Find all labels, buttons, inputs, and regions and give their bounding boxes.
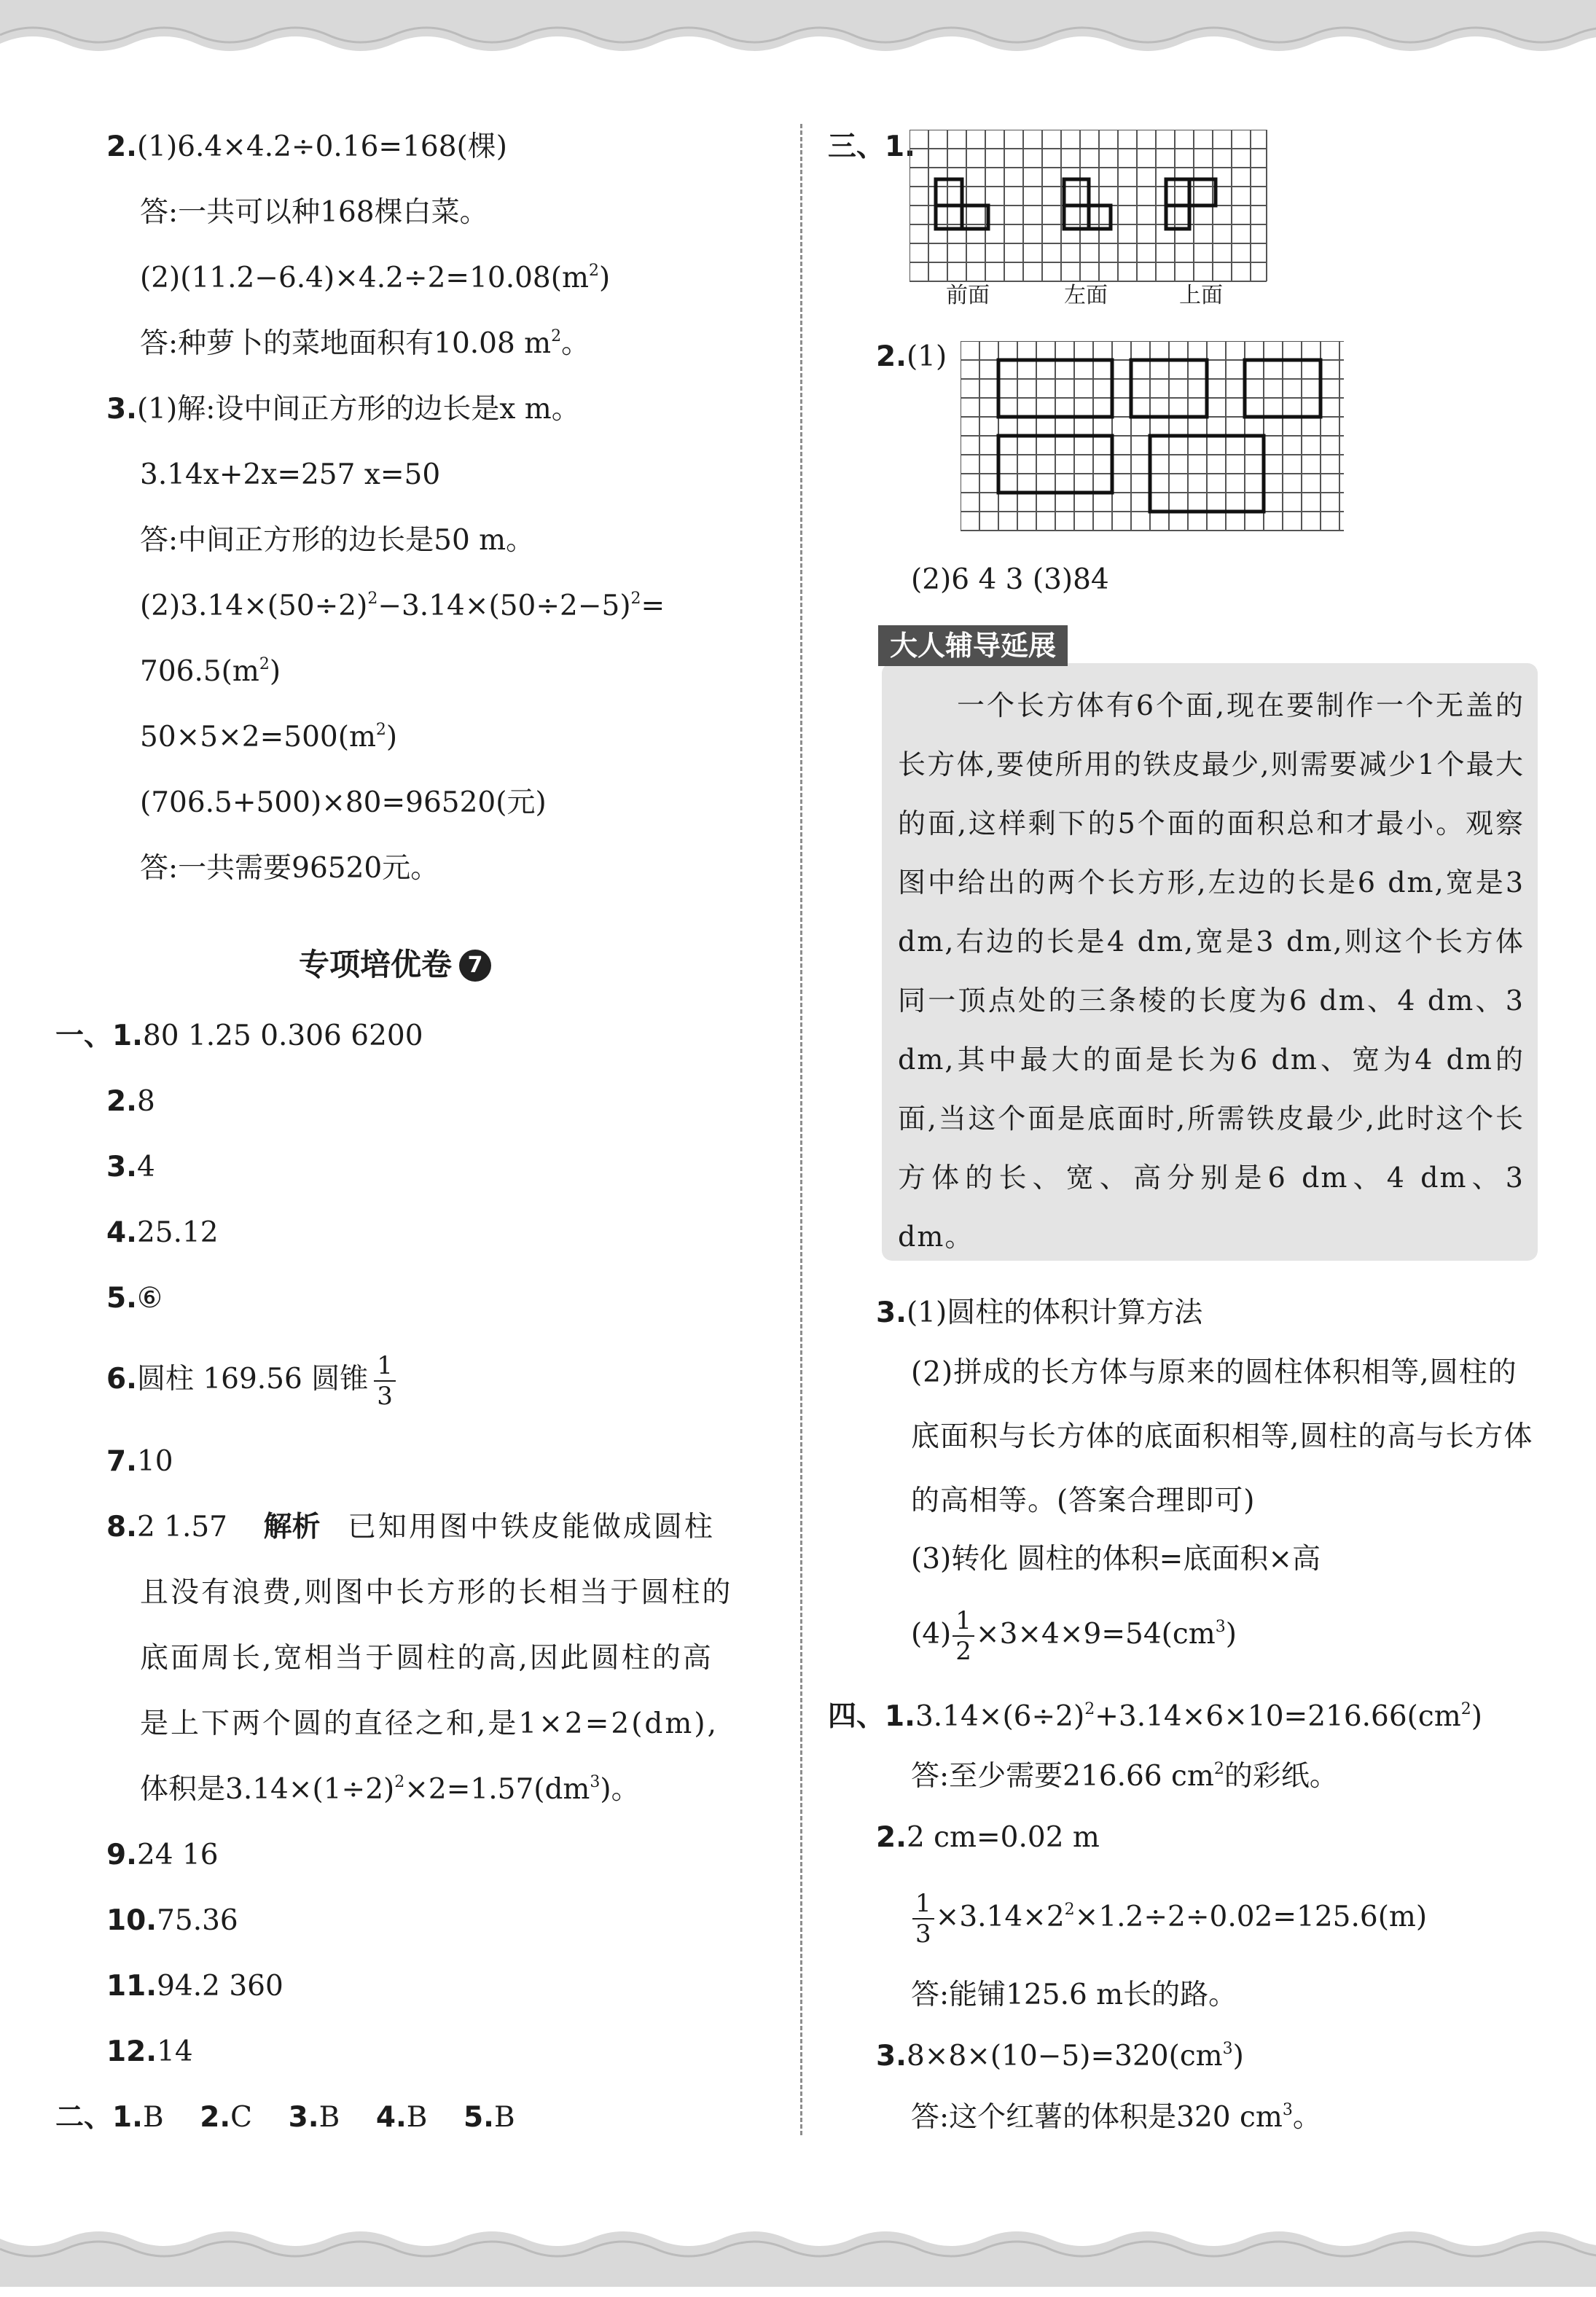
q3-4: (4) $\frac{1}{2}$ $\times 3\times 4\times 9=54(cm^3)$: [911, 1606, 1237, 1666]
three-views-grid: [910, 130, 1272, 284]
part1-q10: 10.75.36: [106, 1904, 238, 1937]
q3-1: 3.(1)圆柱的体积计算方法: [876, 1296, 1203, 1329]
q3-2-line: $(2)3.14\times(50\div 2)^2-3.14\times(50\div 2-5)^2=$: [140, 590, 665, 622]
q3-2: (2)拼成的长方体与原来的圆柱体积相等,圆柱的底面积与长方体的底面积相等,圆柱的高与长方体的高相等。(答案合理即可): [911, 1356, 1533, 1517]
q3-2-answer: 答:一共需要96520元。: [140, 852, 439, 885]
part1-q1: 一、1.80 1.25 0.306 6200: [55, 1020, 423, 1052]
fraction-one-third-b: $\frac{1}{3}$: [912, 1889, 934, 1949]
part4-q3-answer: 答:这个红薯的体积是320 $cm^3$。: [911, 2101, 1321, 2134]
q3-1-line: 3.(1)解:设中间正方形的边长是x m。: [106, 393, 580, 426]
q2-label: 2.(1): [876, 340, 947, 373]
q8-analysis-line3: 底面周长,宽相当于圆柱的高,因此圆柱的高: [140, 1642, 713, 1675]
part4-q3: $3.8\times 8\times(10-5)=320(cm^3)$: [876, 2040, 1244, 2073]
part1-q7: 7.10: [106, 1445, 173, 1478]
part1-q11: 11.94.2 360: [106, 1970, 283, 2003]
q2-2-answer: 答:种萝卜的菜地面积有10.08 $m^2$。: [140, 327, 590, 360]
part1-q6: 6.圆柱 169.56 圆锥 $\frac{1}{3}$: [106, 1345, 402, 1414]
top-wave-band: [0, 0, 1596, 70]
q8-analysis-line5: 体积是$3.14\times(1\div 2)^2\times 2=1.57(dm^3)$。: [140, 1773, 640, 1806]
part1-q9: 9.24 16: [106, 1839, 219, 1871]
part4-q1-answer: 答:至少需要216.66 $cm^2$的彩纸。: [911, 1760, 1338, 1793]
q2-2-line: $(2)(11.2-6.4)\times 4.2\div 2=10.08(m^2)$: [140, 262, 611, 294]
q3-equation: 3.14x+2x=257 x=50: [140, 458, 441, 491]
fraction-one-third: $\frac{1}{3}$: [374, 1351, 396, 1411]
q2-1-line: 2.(1)6.4×4.2÷0.16=168(棵): [106, 130, 507, 163]
label-front: 前面: [946, 283, 990, 308]
part4-q2-calc: $\frac{1}{3}$ $\times 3.14\times 2^2\times 1.2\div 2\div 0.02=125.6(m)$: [911, 1883, 1427, 1952]
section-number-badge: 7: [459, 950, 491, 982]
analysis-tag: 解析: [263, 1511, 321, 1543]
q2-answer: (2)6 4 3 (3)84: [911, 563, 1109, 596]
part4-q2: 2.2 cm=0.02 m: [876, 1821, 1100, 1854]
part2-answers: 二、1.B 2.C 3.B 4.B 5.B: [55, 2101, 515, 2134]
net-grid: [961, 341, 1347, 535]
q2-1-answer: 答:一共可以种168棵白菜。: [140, 196, 488, 229]
part1-q8: 8.2 1.57 解析 已知用图中铁皮能做成圆柱: [106, 1511, 715, 1543]
label-left: 左面: [1064, 283, 1108, 308]
column-divider: [800, 124, 802, 2135]
part1-q5: 5.⑥: [106, 1282, 163, 1315]
tutor-extension-text: 一个长方体有6个面,现在要制作一个无盖的长方体,要使所用的铁皮最少,则需要减少1个最大的面,这样剩下的5个面的面积总和才最小。观察图中给出的两个长方形,左边的长是6 dm,宽是3 dm,右边的长是4 dm,宽是3 dm,则这个长方体同一顶点处的三条棱的长度为6 dm、4 dm、3 dm,其中最大的面是长为6 dm、宽为4 dm的面,当这个面是底面时,所需铁皮最少,此时这个长方体的长、宽、高分别是6 dm、4 dm、3 dm。: [898, 689, 1525, 1253]
part4-q1: 四、$1.3.14\times(6\div 2)^2+3.14\times 6\times 10=216.66(cm^2)$: [828, 1700, 1482, 1733]
fraction-one-half: $\frac{1}{2}$: [952, 1606, 974, 1666]
section-title: 专项培优卷 7: [299, 944, 491, 985]
bottom-wave-band: [0, 2217, 1596, 2287]
q8-analysis-line2: 且没有浪费,则图中长方形的长相当于圆柱的: [140, 1576, 733, 1609]
q3-3: (3)转化 圆柱的体积=底面积×高: [911, 1543, 1321, 1576]
tutor-extension-title: 大人辅导延展: [878, 625, 1068, 666]
part4-q2-answer: 答:能铺125.6 m长的路。: [911, 1979, 1237, 2011]
q3-2-line2: $50\times 5\times 2=500(m^2)$: [140, 721, 398, 754]
label-top: 上面: [1179, 283, 1223, 308]
q3-2-result: $706.5(m^2)$: [140, 655, 281, 688]
q3-1-answer: 答:中间正方形的边长是50 m。: [140, 524, 535, 557]
q3-2-line3: (706.5+500)×80=96520(元): [140, 786, 547, 819]
part1-q3: 3.4: [106, 1151, 155, 1183]
part3-label: 三、1.: [828, 130, 915, 163]
part1-q2: 2.8: [106, 1085, 155, 1118]
part1-q12: 12.14: [106, 2035, 193, 2068]
q8-analysis-line4: 是上下两个圆的直径之和,是1×2=2(dm),: [140, 1707, 719, 1740]
part1-q4: 4.25.12: [106, 1216, 219, 1249]
